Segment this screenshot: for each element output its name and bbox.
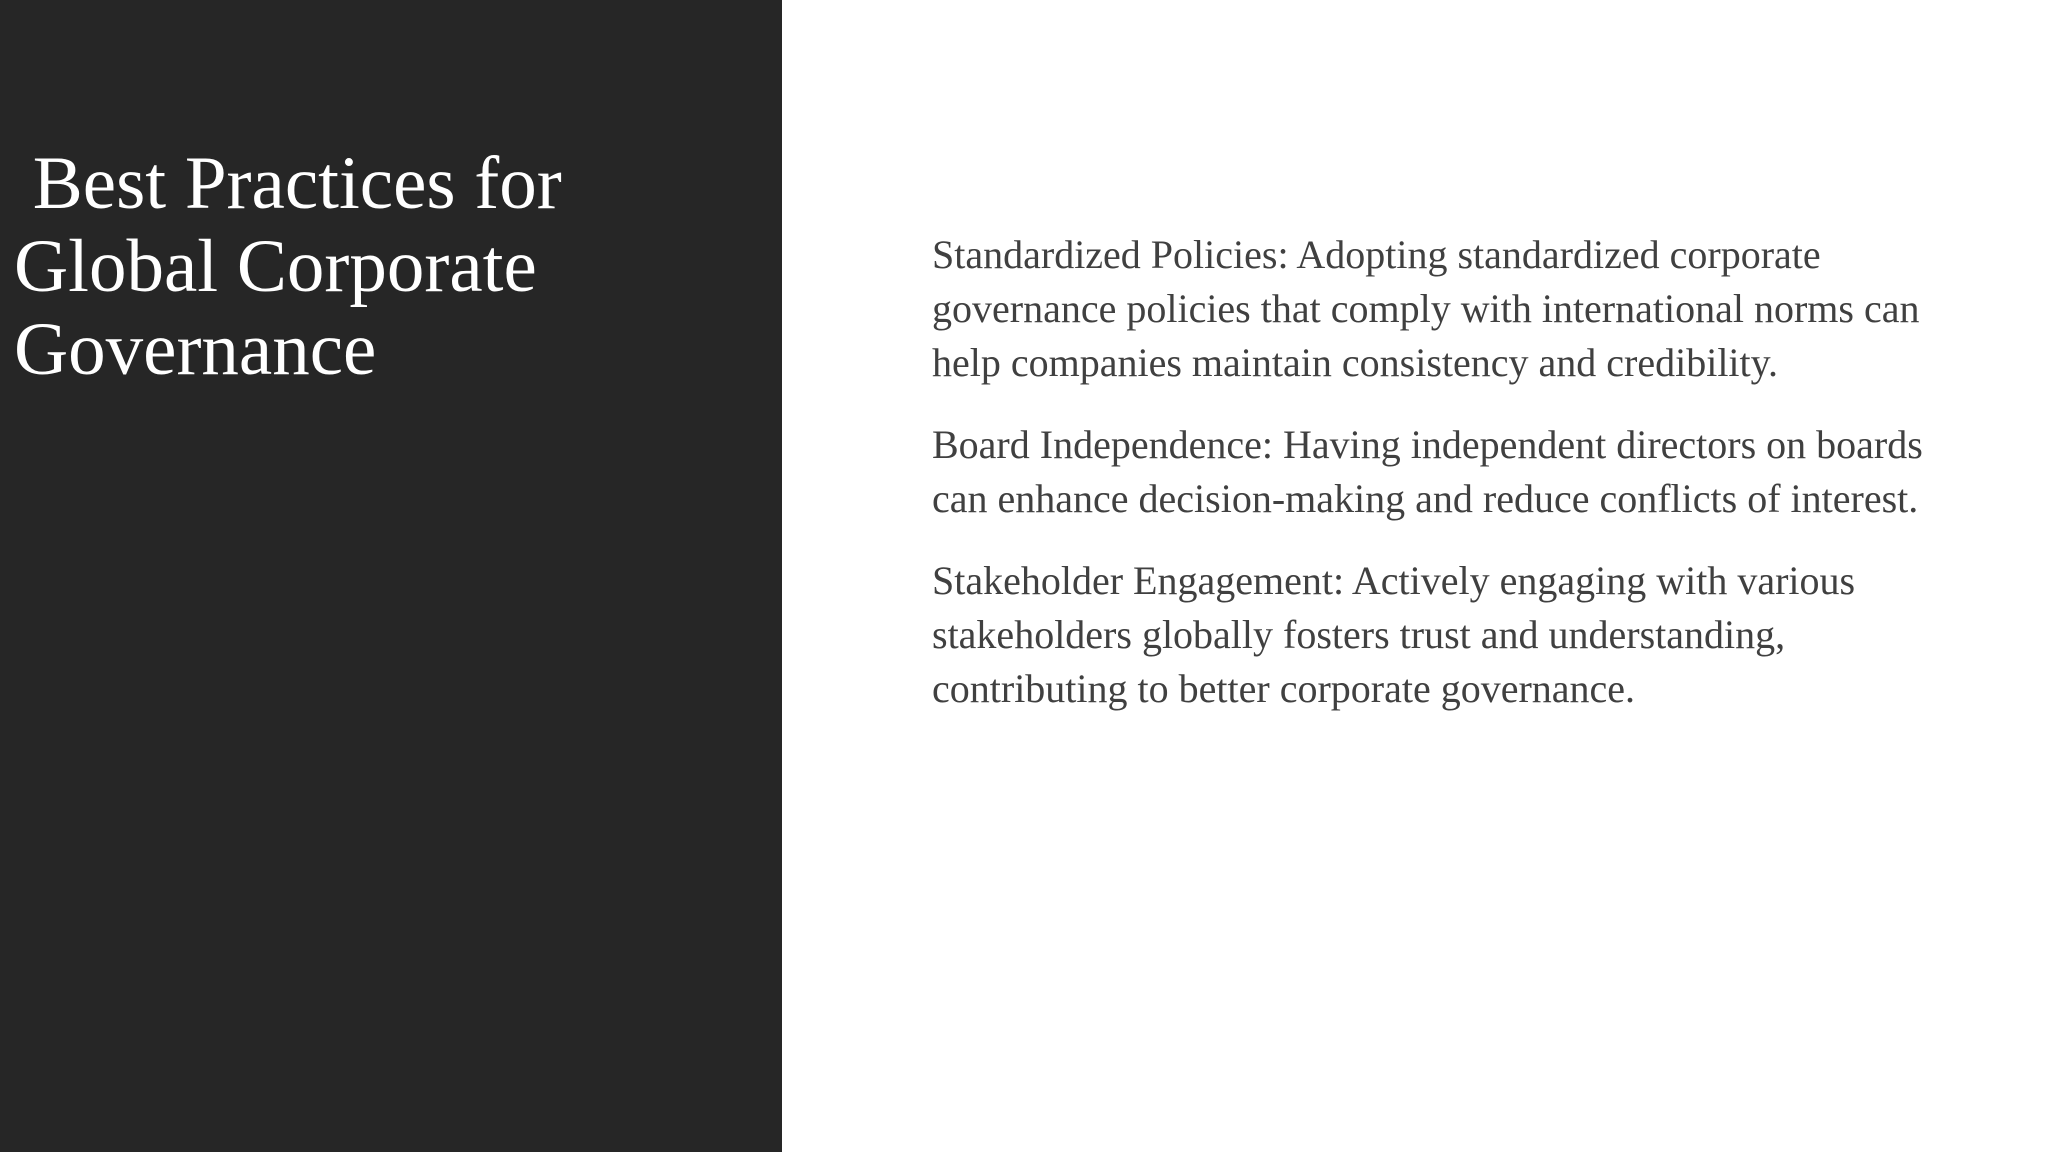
title-panel xyxy=(0,0,782,1152)
bullet-board-independence: Board Independence: Having independent directors on boards can enhance decision-making and reduce conflicts of interest. xyxy=(932,422,1923,521)
slide-title: Best Practices for Global Corporate Governance xyxy=(14,142,581,391)
content-panel xyxy=(932,228,1932,744)
bullet-standardized-policies: Standardized Policies: Adopting standardized corporate governance policies that comply with international norms can help companies maintain consistency and credibility. xyxy=(932,232,1920,385)
bullet-stakeholder-engagement: Stakeholder Engagement: Actively engaging with various stakeholders globally fosters trust and understanding, contributing to better corporate governance. xyxy=(932,558,1856,711)
